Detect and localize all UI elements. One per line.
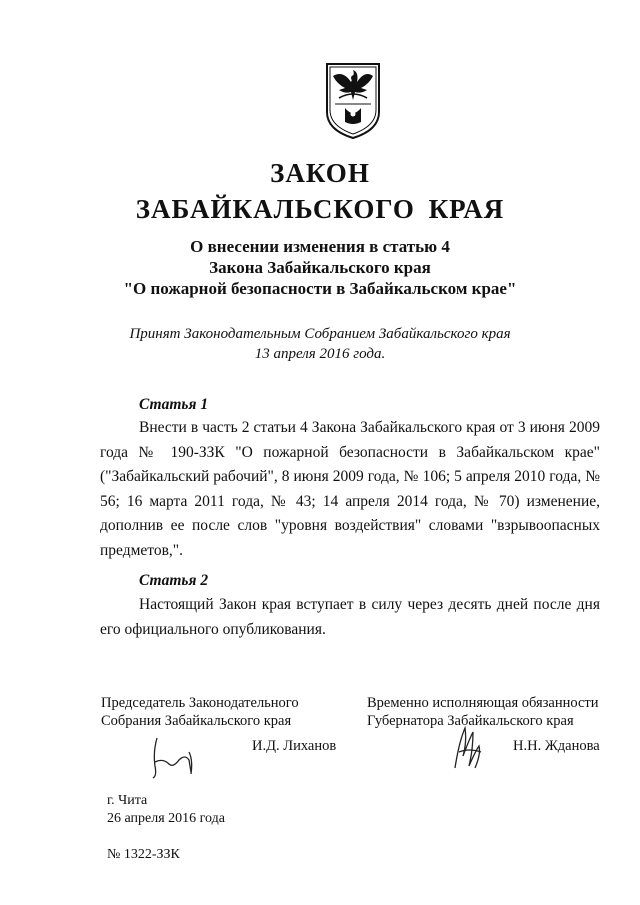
position-line: Временно исполняющая обязанности xyxy=(367,695,599,711)
article-2-text: Настоящий Закон края вступает в силу через десять дней после дня его официального опубликования. xyxy=(100,596,600,638)
position-line: Собрания Забайкальского края xyxy=(101,713,292,729)
left-handwritten-signature xyxy=(145,732,205,782)
position-line: Председатель Законодательного xyxy=(101,695,299,711)
subtitle-line: "О пожарной безопасности в Забайкальском крае" xyxy=(123,279,517,298)
eagle-coat-of-arms-icon xyxy=(323,60,383,140)
adoption-line: Принят Законодательным Собранием Забайкальского края xyxy=(129,326,511,342)
right-handwritten-signature xyxy=(445,722,495,774)
place-and-date xyxy=(107,792,225,828)
position-line: Губернатора Забайкальского края xyxy=(367,713,574,729)
signing-date: 26 апреля 2016 года xyxy=(107,811,225,826)
article-1-text: Внести в часть 2 статьи 4 Закона Забайкальского края от 3 июня 2009 года № 190-ЗЗК "О пожарной безопасности в Забайкальском крае" ("Забайкальский рабочий", 8 июня 2009 года, № 106; 5 апреля 2010 года, № 56; 16 марта 2011 года, № 43; 14 апреля 2014 года, № 70) изменение, дополнив ее после слов "уровня воздействия" словами "взрывоопасных предметов,". xyxy=(100,419,600,559)
subtitle-line: О внесении изменения в статью 4 xyxy=(190,237,450,256)
adoption-date: 13 апреля 2016 года. xyxy=(254,346,386,362)
law-number: № 1322-ЗЗК xyxy=(107,847,180,862)
article-2-body xyxy=(100,593,600,642)
left-signatory-name: И.Д. Лиханов xyxy=(252,738,337,754)
law-subtitle xyxy=(0,236,640,299)
adoption-note xyxy=(0,324,640,364)
right-signatory-name: Н.Н. Жданова xyxy=(513,738,600,754)
article-1-body xyxy=(100,416,600,563)
document-title: ЗАКОН xyxy=(270,158,370,188)
document-title-region: ЗАБАЙКАЛЬСКОГО КРАЯ xyxy=(135,194,505,224)
left-signatory-position xyxy=(101,694,299,730)
city: г. Чита xyxy=(107,793,148,808)
article-2-title: Статья 2 xyxy=(139,572,209,589)
subtitle-line: Закона Забайкальского края xyxy=(209,258,431,277)
article-1-title: Статья 1 xyxy=(139,396,209,413)
